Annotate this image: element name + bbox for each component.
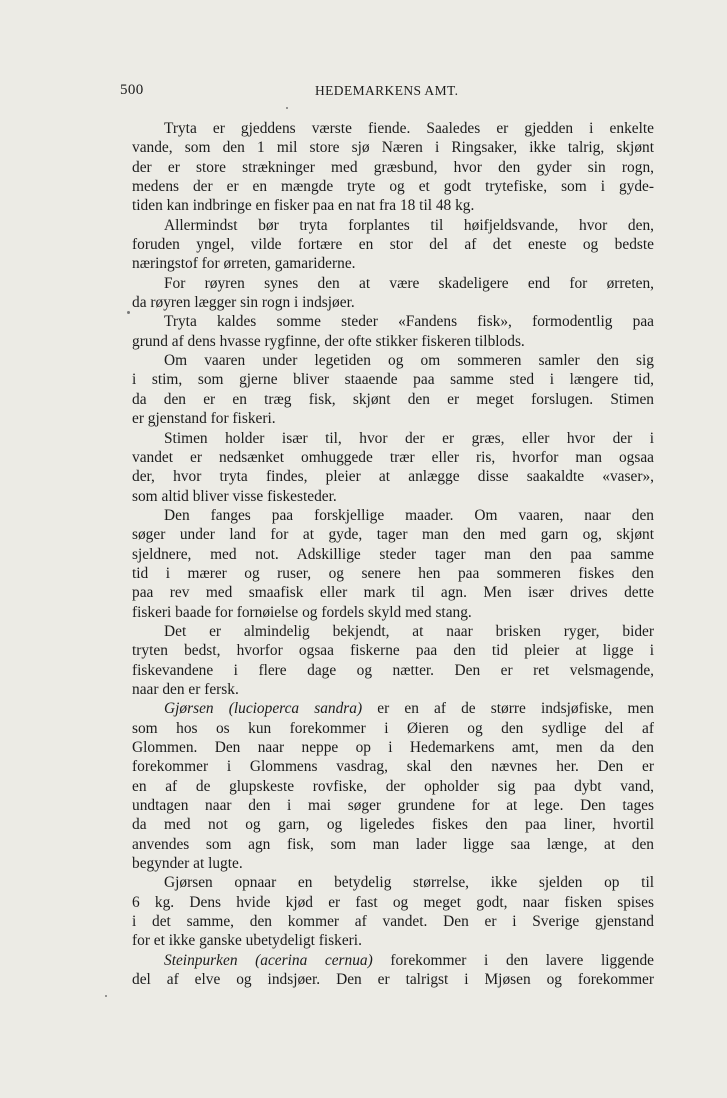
text-run: fiskeri baade for fornøielse og fordels skyld med stang. <box>132 603 472 621</box>
text-line <box>132 738 654 757</box>
text-line <box>132 370 654 389</box>
text-run: Den fanges paa forskjellige maader. Om vaaren, naar den <box>164 506 654 524</box>
text-line <box>132 429 654 448</box>
text-line <box>132 390 654 409</box>
text-run: i det samme, den kommer af vandet. Den er i Sverige gjenstand <box>132 913 654 931</box>
text-run: da den er en træg fisk, skjønt den er meget forslugen. Stimen <box>132 390 654 408</box>
text-line <box>132 448 654 467</box>
text-run: vandet er nedsænket omhuggede trær eller ris, hvorfor man ogsaa <box>132 448 654 466</box>
text-line <box>132 912 654 931</box>
text-line <box>132 351 654 370</box>
page-header <box>120 82 645 102</box>
text-line <box>132 931 654 950</box>
text-run: vande, som den 1 mil store sjø Næren i Ringsaker, ikke talrig, skjønt <box>132 139 654 157</box>
text-line <box>132 235 654 254</box>
text-run: undtagen naar den i mai søger grundene for at lege. Den tages <box>132 797 654 815</box>
text-run: Allermindst bør tryta forplantes til høifjeldsvande, hvor den, <box>164 216 654 234</box>
print-speck <box>127 311 130 314</box>
text-run: del af elve og indsjøer. Den er talrigst i Mjøsen og forekommer <box>132 971 654 989</box>
text-line <box>132 951 654 970</box>
text-line <box>132 254 654 273</box>
page-number: 500 <box>120 82 144 98</box>
text-run: anvendes som agn fisk, som man lader ligge saa længe, at den <box>132 835 654 853</box>
text-line <box>132 177 654 196</box>
text-run: Stimen holder især til, hvor der er græs, eller hvor der i <box>164 429 654 447</box>
text-run: naar den er fersk. <box>132 680 239 698</box>
text-line <box>132 525 654 544</box>
text-line <box>132 661 654 680</box>
text-run: paa rev med smaafisk eller mark til agn. Men især drives dette <box>132 584 654 602</box>
running-head: HEDEMARKENS AMT. <box>315 83 459 98</box>
text-line <box>132 603 654 622</box>
body-text <box>132 119 654 989</box>
text-run: Gjørsen opnaar en betydelig størrelse, ikke sjelden op til <box>164 874 654 892</box>
text-line <box>132 583 654 602</box>
text-line <box>132 274 654 293</box>
text-run: en af de glupskeste rovfiske, der opholder sig paa dybt vand, <box>132 777 654 795</box>
text-line <box>132 293 654 312</box>
text-run: da med not og garn, og ligeledes fiskes den paa liner, hvortil <box>132 816 654 834</box>
text-line <box>132 564 654 583</box>
text-line <box>132 854 654 873</box>
text-run: i stim, som gjerne bliver staaende paa samme sted i længere tid, <box>132 371 654 389</box>
text-line <box>132 970 654 989</box>
text-line <box>132 719 654 738</box>
text-run: begynder at lugte. <box>132 855 243 873</box>
text-run: for et ikke ganske ubetydeligt fiskeri. <box>132 932 362 950</box>
text-run: For røyren synes den at være skadeligere end for ørreten, <box>164 274 654 292</box>
text-run: 6 kg. Dens hvide kjød er fast og meget godt, naar fisken spises <box>132 893 654 911</box>
text-run: tiden kan indbringe en fisker paa en nat fra 18 til 48 kg. <box>132 197 475 215</box>
text-run: tryten bedst, hvorfor ogsaa fiskerne paa den tid pleier at ligge i <box>132 642 654 660</box>
text-run: næringstof for ørreten, gamariderne. <box>132 255 356 273</box>
text-line <box>132 680 654 699</box>
text-line <box>132 815 654 834</box>
text-run: som altid bliver visse fiskesteder. <box>132 487 337 505</box>
text-run: tid i mærer og ruser, og senere hen paa sommeren fiskes den <box>132 564 654 582</box>
text-line <box>132 196 654 215</box>
text-run: forekommer i Glommens vasdrag, skal den nævnes her. Den er <box>132 758 654 776</box>
text-line <box>132 699 654 718</box>
text-line <box>132 622 654 641</box>
text-run: der er store strækninger med græsbund, hvor den gyder sin rogn, <box>132 158 654 176</box>
text-run: Glommen. Den naar neppe op i Hedemarkens amt, men da den <box>132 739 654 756</box>
text-line <box>132 487 654 506</box>
text-line <box>132 641 654 660</box>
print-speck <box>286 107 288 109</box>
text-run: forekommer i den lavere liggende <box>372 951 654 969</box>
text-line <box>132 796 654 815</box>
text-run: er en af de større indsjøfiske, men <box>362 700 654 718</box>
text-line <box>132 158 654 177</box>
text-line <box>132 777 654 796</box>
text-line <box>132 873 654 892</box>
text-run: Tryta kaldes somme steder «Fandens fisk», formodentlig paa <box>164 313 654 331</box>
text-line <box>132 893 654 912</box>
text-line <box>132 216 654 235</box>
print-speck <box>105 995 107 997</box>
text-line <box>132 138 654 157</box>
text-line <box>132 545 654 564</box>
italic-name: Steinpurken (acerina cernua) <box>164 951 373 969</box>
text-line <box>132 757 654 776</box>
italic-name: Gjørsen (lucioperca sandra) <box>164 700 363 718</box>
text-run: Det er almindelig bekjendt, at naar brisken ryger, bider <box>164 622 654 640</box>
text-line <box>132 332 654 351</box>
text-line <box>132 467 654 486</box>
text-run: grund af dens hvasse rygfinne, der ofte stikker fiskeren tilblods. <box>132 332 525 350</box>
text-line <box>132 409 654 428</box>
text-line <box>132 119 654 138</box>
text-run: søger under land for at gyde, tager man den med garn og, skjønt <box>132 526 654 544</box>
text-run: fiskevandene i flere dage og nætter. Den er ret velsmagende, <box>132 661 654 679</box>
text-run: da røyren lægger sin rogn i indsjøer. <box>132 294 355 312</box>
text-run: foruden yngel, vilde fortære en stor del af det eneste og bedste <box>132 236 654 254</box>
text-run: Om vaaren under legetiden og om sommeren samler den sig <box>164 352 654 370</box>
text-run: medens der er en mængde tryte og et godt trytefiske, som i gyde- <box>132 178 654 196</box>
text-run: Tryta er gjeddens værste fiende. Saaledes er gjedden i enkelte <box>164 120 654 137</box>
text-run: der, hvor tryta findes, pleier at anlægge disse saakaldte «vaser», <box>132 468 654 486</box>
text-line <box>132 506 654 525</box>
text-run: sjeldnere, med not. Adskillige steder tager man den paa samme <box>132 545 654 563</box>
text-run: som hos os kun forekommer i Øieren og den sydlige del af <box>132 719 654 737</box>
text-line <box>132 835 654 854</box>
text-line <box>132 312 654 331</box>
text-run: er gjenstand for fiskeri. <box>132 410 276 428</box>
